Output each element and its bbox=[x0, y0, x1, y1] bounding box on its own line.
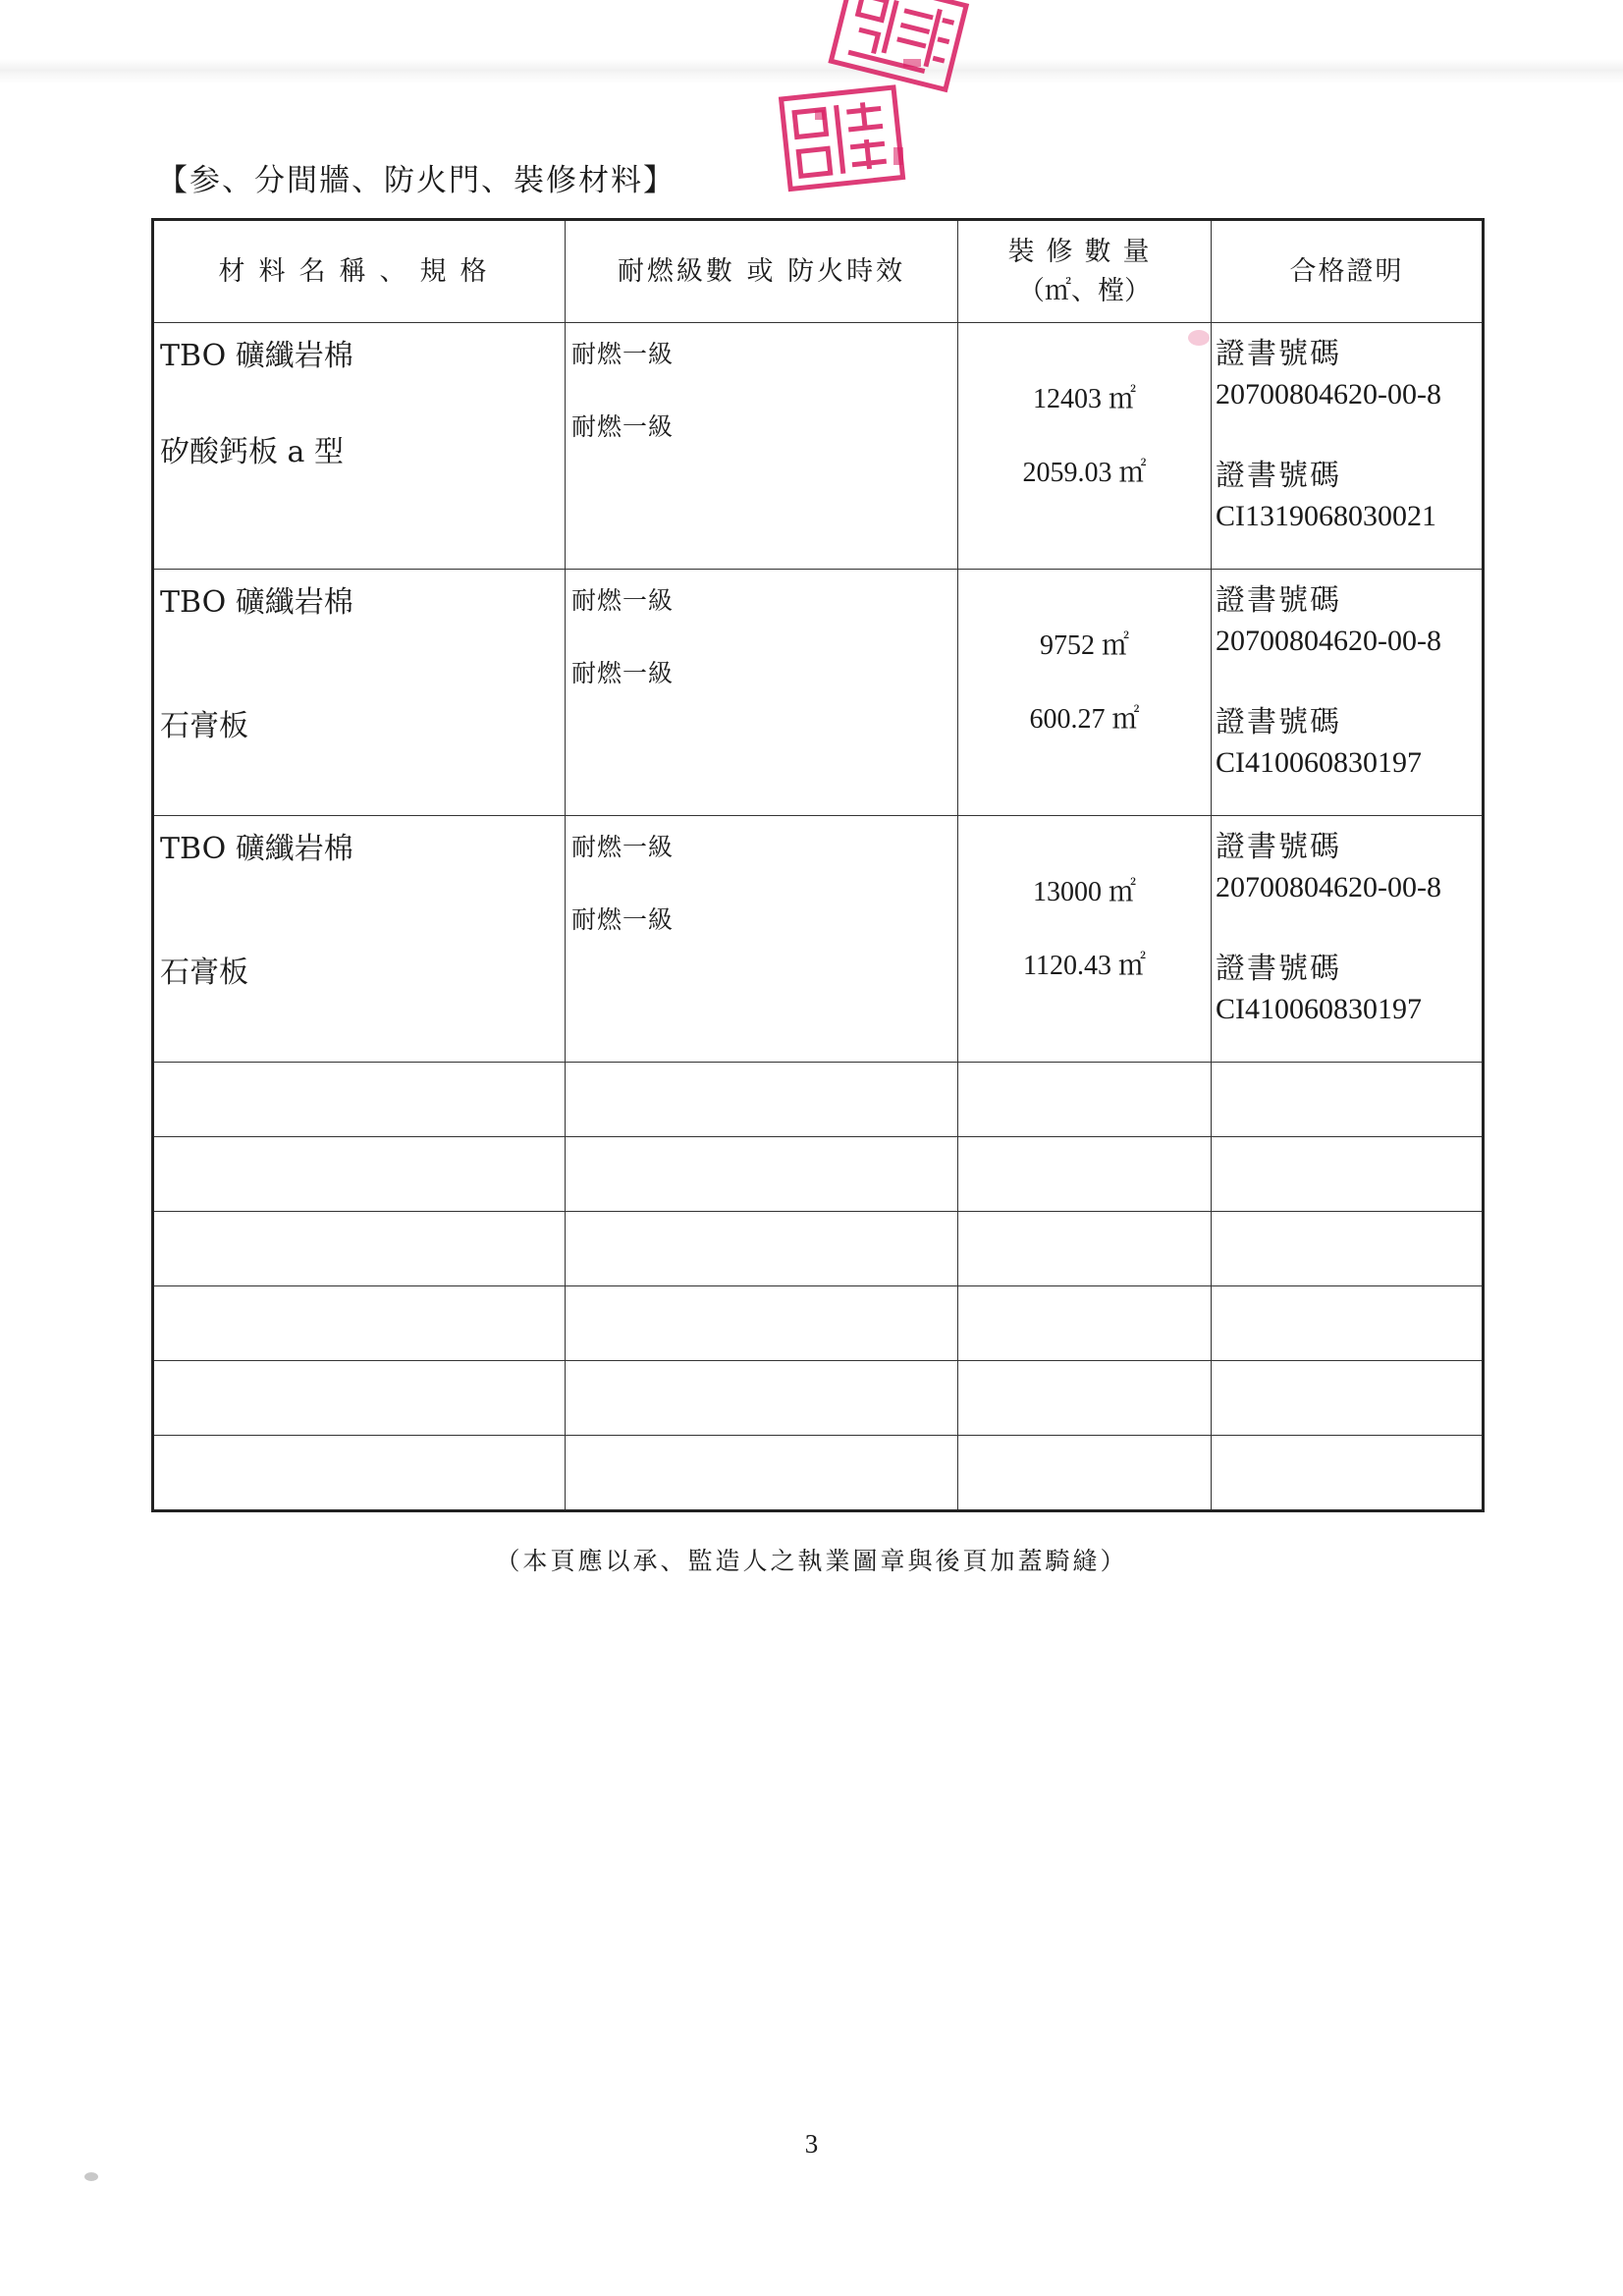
header-certificate: 合格證明 bbox=[1212, 220, 1484, 323]
certificate-number: CI1319068030021 bbox=[1216, 500, 1436, 532]
empty-cell bbox=[1212, 1212, 1484, 1286]
certificate-cell bbox=[1212, 570, 1484, 816]
certificate-label: 證書號碼 bbox=[1216, 705, 1341, 739]
empty-cell bbox=[153, 1212, 566, 1286]
empty-cell bbox=[566, 1436, 958, 1511]
empty-cell bbox=[1212, 1286, 1484, 1361]
table-header-row bbox=[153, 220, 1484, 323]
material-cell bbox=[153, 570, 566, 816]
fire-rating: 耐燃一級 bbox=[571, 412, 675, 441]
certificate-label: 證書號碼 bbox=[1216, 952, 1341, 986]
empty-cell bbox=[958, 1063, 1212, 1137]
material-cell bbox=[153, 816, 566, 1063]
empty-cell bbox=[153, 1286, 566, 1361]
quantity-value: 1120.43 ㎡ bbox=[1023, 951, 1146, 981]
empty-cell bbox=[1212, 1361, 1484, 1436]
empty-cell bbox=[1212, 1436, 1484, 1511]
quantity-cell bbox=[958, 570, 1212, 816]
empty-cell bbox=[958, 1212, 1212, 1286]
table-row bbox=[153, 816, 1484, 1063]
empty-cell bbox=[566, 1063, 958, 1137]
fire-rating: 耐燃一級 bbox=[571, 586, 675, 615]
footnote: （本頁應以承、監造人之執業圖章與後頁加蓋騎縫） bbox=[495, 1547, 1128, 1575]
quantity-value: 2059.03 ㎡ bbox=[1022, 458, 1147, 488]
certificate-cell bbox=[1212, 816, 1484, 1063]
empty-table-row bbox=[153, 1137, 1484, 1212]
empty-table-row bbox=[153, 1212, 1484, 1286]
certificate-label: 證書號碼 bbox=[1216, 459, 1341, 493]
material-name: TBO 礦纖岩棉 bbox=[160, 585, 353, 620]
material-name: TBO 礦纖岩棉 bbox=[160, 832, 353, 866]
red-seal-stamp bbox=[776, 0, 1021, 201]
header-fire-rating: 耐燃級數 或 防火時效 bbox=[566, 220, 958, 323]
quantity-value: 13000 ㎡ bbox=[1032, 877, 1136, 907]
table-row bbox=[153, 323, 1484, 570]
empty-cell bbox=[566, 1361, 958, 1436]
material-name: 石膏板 bbox=[160, 956, 248, 990]
empty-table-row bbox=[153, 1063, 1484, 1137]
certificate-number: CI410060830197 bbox=[1216, 746, 1422, 779]
certificate-number: 20700804620-00-8 bbox=[1216, 378, 1441, 410]
material-name: 矽酸鈣板 a 型 bbox=[160, 435, 344, 469]
empty-table-row bbox=[153, 1361, 1484, 1436]
material-name: 石膏板 bbox=[160, 709, 248, 743]
empty-cell bbox=[153, 1063, 566, 1137]
materials-table bbox=[151, 218, 1485, 1512]
empty-cell bbox=[566, 1212, 958, 1286]
quantity-cell bbox=[958, 816, 1212, 1063]
empty-table-row bbox=[153, 1436, 1484, 1511]
empty-cell bbox=[958, 1436, 1212, 1511]
fire-rating: 耐燃一級 bbox=[571, 833, 675, 861]
empty-cell bbox=[153, 1137, 566, 1212]
table-row bbox=[153, 570, 1484, 816]
certificate-number: CI410060830197 bbox=[1216, 993, 1422, 1025]
header-quantity-label: 裝修數量 bbox=[1007, 237, 1162, 268]
certificate-label: 證書號碼 bbox=[1216, 583, 1341, 618]
empty-cell bbox=[153, 1436, 566, 1511]
certificate-label: 證書號碼 bbox=[1216, 830, 1341, 864]
empty-cell bbox=[1212, 1063, 1484, 1137]
quantity-value: 600.27 ㎡ bbox=[1029, 704, 1140, 735]
quantity-cell bbox=[958, 323, 1212, 570]
material-cell bbox=[153, 323, 566, 570]
empty-cell bbox=[958, 1361, 1212, 1436]
empty-cell bbox=[958, 1137, 1212, 1212]
empty-cell bbox=[153, 1361, 566, 1436]
quantity-value: 12403 ㎡ bbox=[1032, 384, 1136, 414]
header-quantity-unit: （㎡、樘） bbox=[1018, 275, 1151, 306]
scan-speck bbox=[1188, 330, 1210, 346]
empty-table-row bbox=[153, 1286, 1484, 1361]
scan-speck bbox=[84, 2172, 98, 2181]
certificate-number: 20700804620-00-8 bbox=[1216, 625, 1441, 657]
fire-rating-cell bbox=[566, 570, 958, 816]
section-title: 【参、分間牆、防火門、裝修材料】 bbox=[157, 163, 676, 198]
fire-rating: 耐燃一級 bbox=[571, 659, 675, 687]
quantity-value: 9752 ㎡ bbox=[1039, 630, 1129, 661]
fire-rating: 耐燃一級 bbox=[571, 340, 675, 368]
fire-rating-cell bbox=[566, 323, 958, 570]
empty-cell bbox=[958, 1286, 1212, 1361]
certificate-number: 20700804620-00-8 bbox=[1216, 871, 1441, 903]
certificate-cell bbox=[1212, 323, 1484, 570]
header-quantity bbox=[958, 220, 1212, 323]
material-name: TBO 礦纖岩棉 bbox=[160, 339, 353, 373]
page-number: 3 bbox=[804, 2129, 819, 2159]
header-material-name: 材料名稱、規格 bbox=[153, 220, 566, 323]
certificate-label: 證書號碼 bbox=[1216, 337, 1341, 371]
empty-cell bbox=[566, 1137, 958, 1212]
empty-cell bbox=[566, 1286, 958, 1361]
empty-cell bbox=[1212, 1137, 1484, 1212]
fire-rating: 耐燃一級 bbox=[571, 905, 675, 934]
fire-rating-cell bbox=[566, 816, 958, 1063]
